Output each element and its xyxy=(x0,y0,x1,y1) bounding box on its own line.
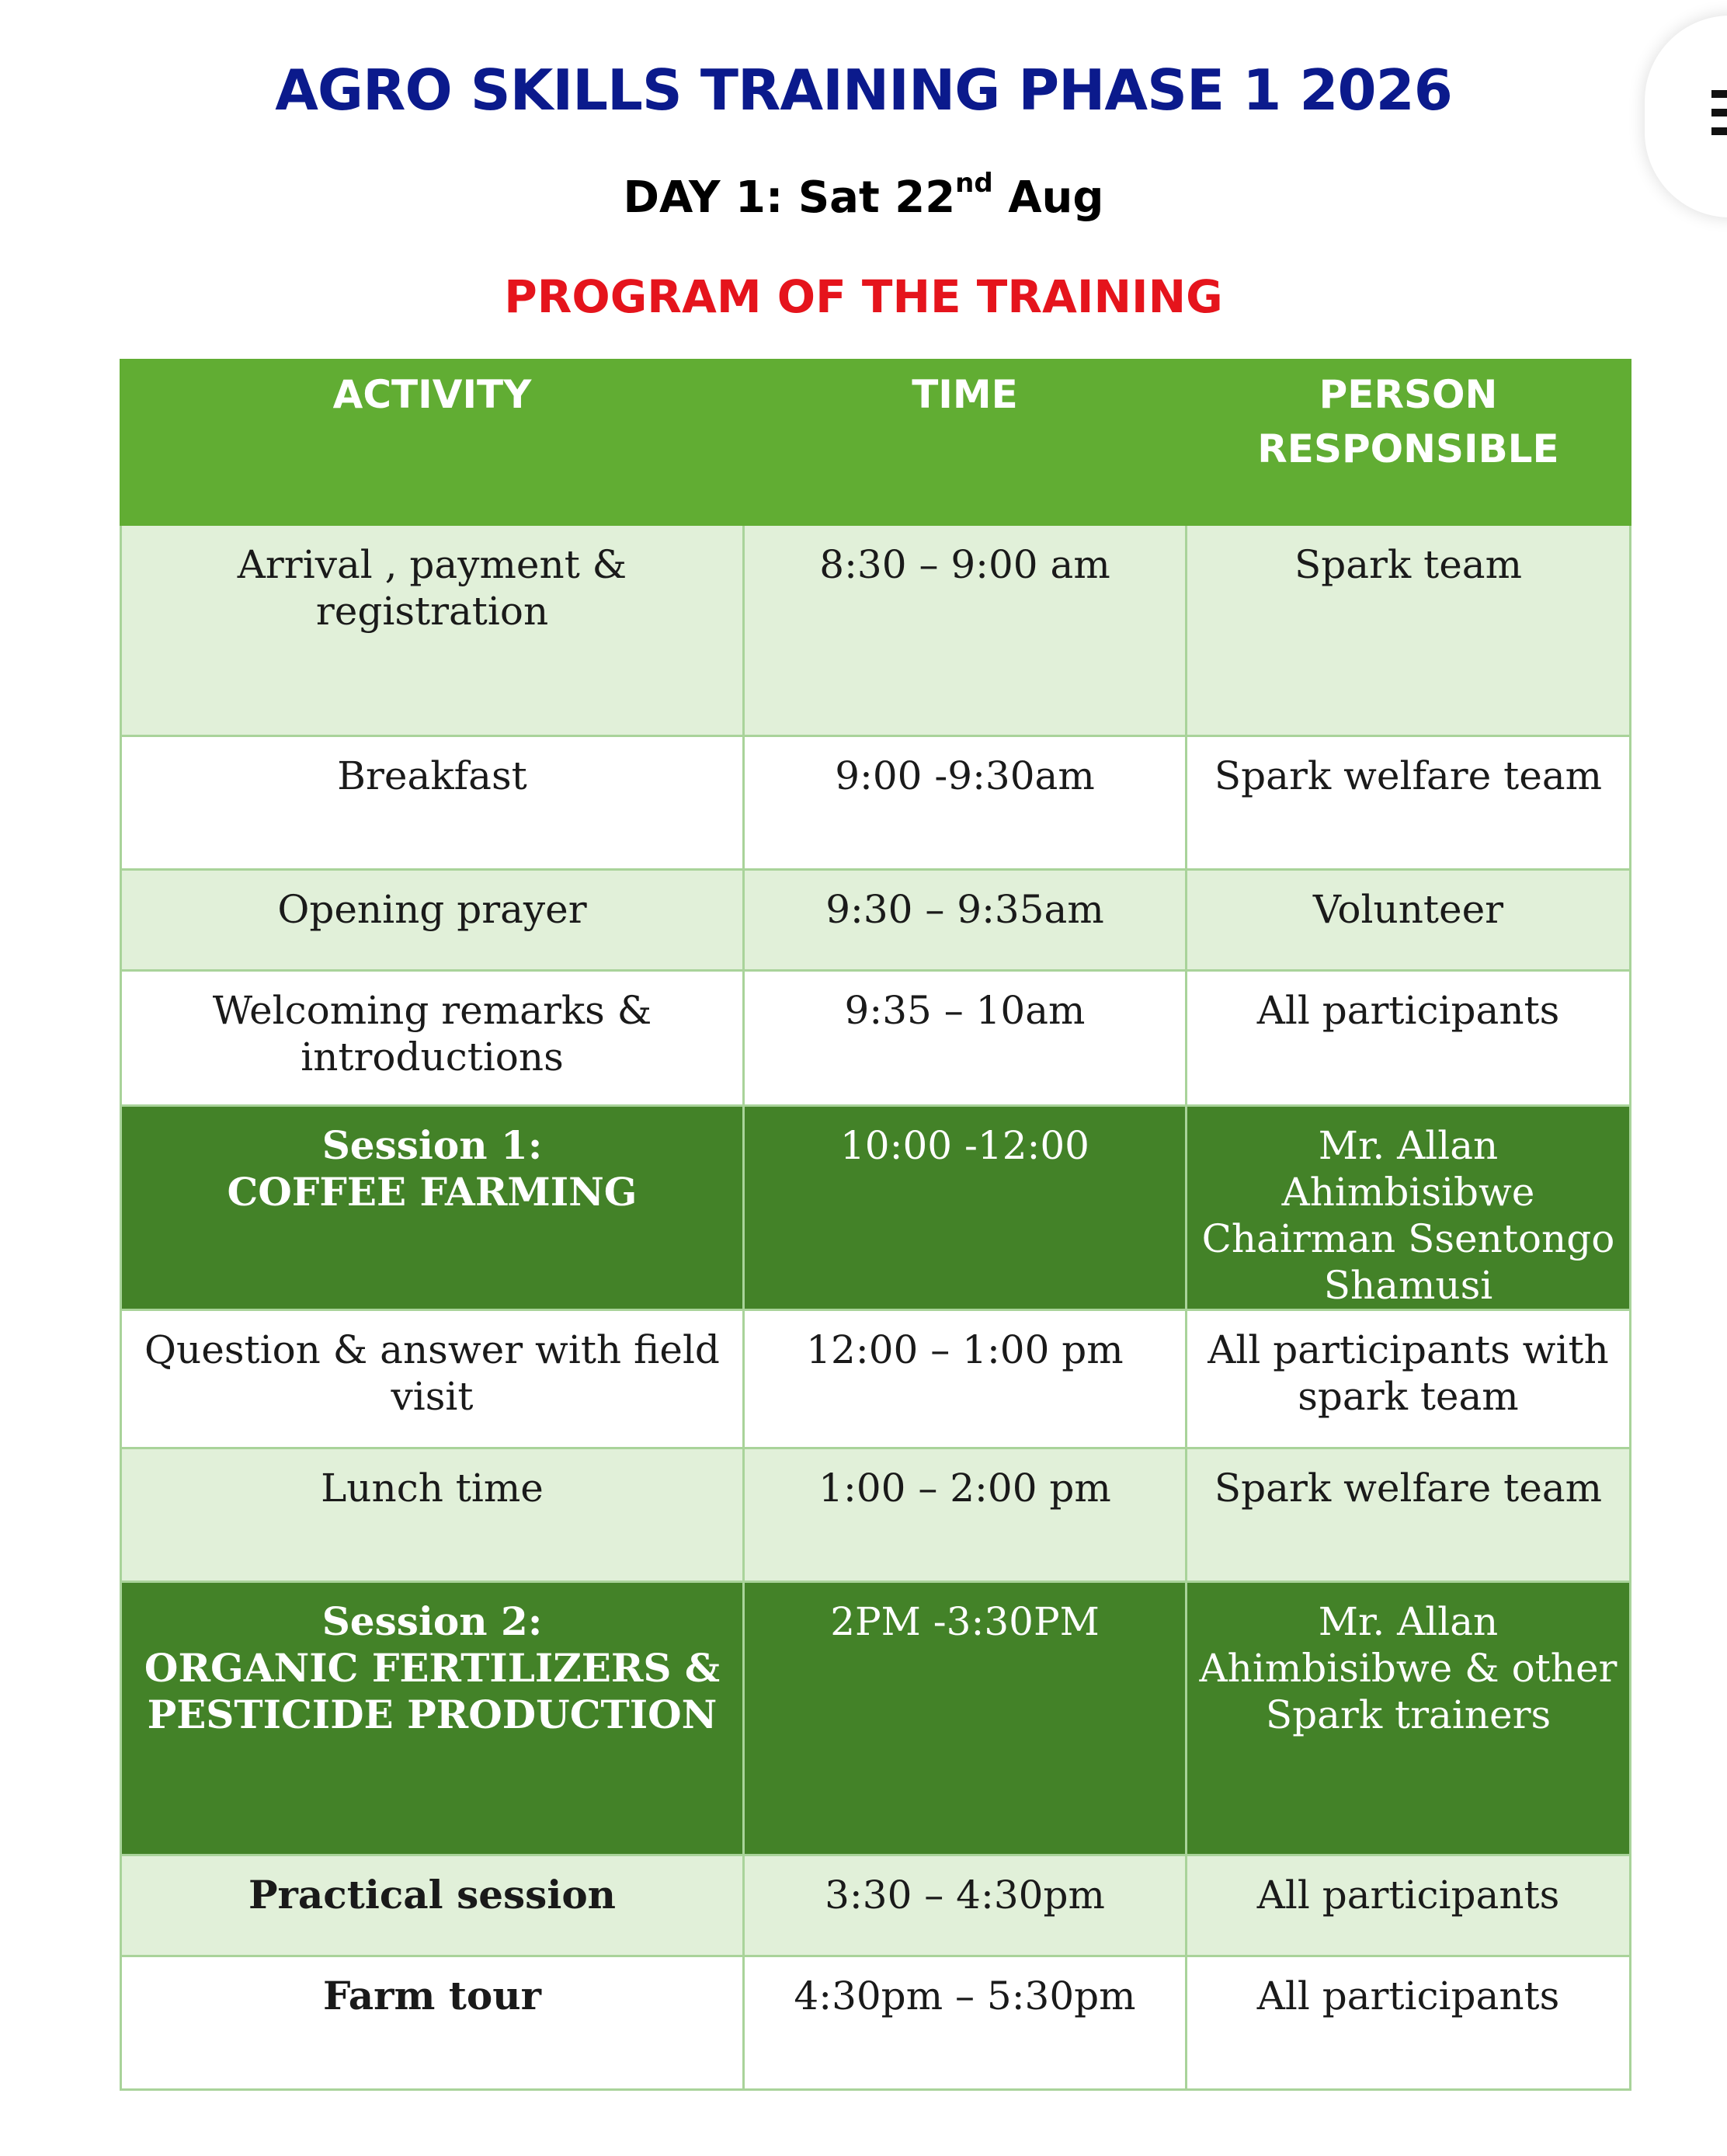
person-cell: Volunteer xyxy=(1187,870,1631,971)
header-person-responsible: PERSON RESPONSIBLE xyxy=(1187,360,1631,525)
time-cell: 4:30pm – 5:30pm xyxy=(744,1956,1187,2090)
header-activity: ACTIVITY xyxy=(121,360,744,525)
day-heading xyxy=(0,168,1727,223)
table-row xyxy=(121,736,1631,870)
day-month: Aug xyxy=(992,172,1104,223)
day-prefix: DAY 1: Sat 22 xyxy=(623,172,956,223)
activity-cell: Practical session xyxy=(121,1855,744,1956)
activity-cell: Session 2: ORGANIC FERTILIZERS & PESTICIDE PRODUCTION xyxy=(121,1582,744,1855)
time-cell: 12:00 – 1:00 pm xyxy=(744,1310,1187,1448)
time-cell: 9:00 -9:30am xyxy=(744,736,1187,870)
table-row-session xyxy=(121,1582,1631,1855)
table-row xyxy=(121,971,1631,1106)
activity-cell: Welcoming remarks & introductions xyxy=(121,971,744,1106)
activity-cell: Opening prayer xyxy=(121,870,744,971)
table-row xyxy=(121,1855,1631,1956)
time-cell: 3:30 – 4:30pm xyxy=(744,1855,1187,1956)
activity-cell: Farm tour xyxy=(121,1956,744,2090)
time-cell: 2PM -3:30PM xyxy=(744,1582,1187,1855)
person-cell: Spark welfare team xyxy=(1187,736,1631,870)
person-cell: Spark team xyxy=(1187,525,1631,736)
table-row xyxy=(121,1956,1631,2090)
time-cell: 9:35 – 10am xyxy=(744,971,1187,1106)
program-heading: PROGRAM OF THE TRAINING xyxy=(504,270,1223,323)
person-cell: Mr. Allan Ahimbisibwe & other Spark trainers xyxy=(1187,1582,1631,1855)
table-row xyxy=(121,1310,1631,1448)
time-cell: 9:30 – 9:35am xyxy=(744,870,1187,971)
time-cell: 1:00 – 2:00 pm xyxy=(744,1448,1187,1582)
person-cell: All participants xyxy=(1187,971,1631,1106)
table-row-session xyxy=(121,1106,1631,1310)
person-cell: All participants xyxy=(1187,1956,1631,2090)
person-cell: All participants with spark team xyxy=(1187,1310,1631,1448)
document-title: AGRO SKILLS TRAINING PHASE 1 2026 xyxy=(275,57,1452,123)
table-row xyxy=(121,525,1631,736)
table-row xyxy=(121,1448,1631,1582)
table-row xyxy=(121,870,1631,971)
activity-cell: Arrival , payment & registration xyxy=(121,525,744,736)
person-cell: Mr. Allan Ahimbisibwe Chairman Ssentongo Shamusi xyxy=(1187,1106,1631,1310)
activity-cell: Question & answer with field visit xyxy=(121,1310,744,1448)
person-cell: All participants xyxy=(1187,1855,1631,1956)
activity-cell: Breakfast xyxy=(121,736,744,870)
person-cell: Spark welfare team xyxy=(1187,1448,1631,1582)
header-time: TIME xyxy=(744,360,1187,525)
activity-cell: Session 1: COFFEE FARMING xyxy=(121,1106,744,1310)
day-ordinal-suffix: nd xyxy=(955,168,993,199)
schedule-table xyxy=(120,359,1631,2091)
activity-cell: Lunch time xyxy=(121,1448,744,1582)
time-cell: 8:30 – 9:00 am xyxy=(744,525,1187,736)
time-cell: 10:00 -12:00 xyxy=(744,1106,1187,1310)
table-header-row xyxy=(121,360,1631,525)
